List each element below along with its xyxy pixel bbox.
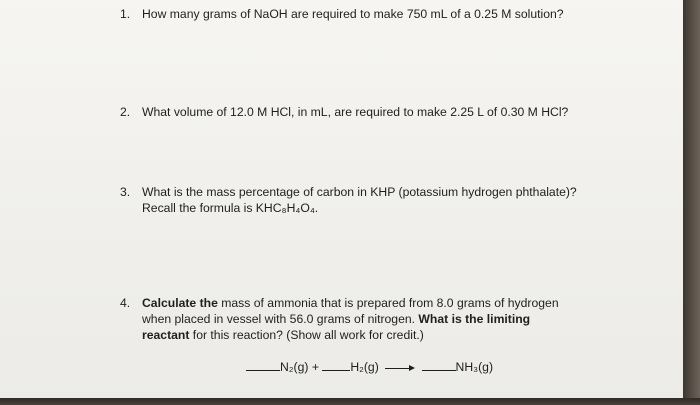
- question-number: 1.: [120, 7, 131, 21]
- equation-term-n2: N₂(g) +: [280, 360, 319, 374]
- equation-term-nh3: NH₃(g): [455, 360, 494, 374]
- chemical-equation: [246, 358, 493, 374]
- question-text-line-1: [142, 295, 559, 311]
- question-text-line-1: What is the mass percentage of carbon in KHP (potassium hydrogen phthalate)?: [142, 185, 577, 199]
- equation-term-h2: H₂(g): [350, 360, 379, 374]
- text: for this reaction? (Show all work for credit.): [189, 328, 424, 342]
- question-text: How many grams of NaOH are required to make 750 mL of a 0.25 M solution?: [142, 7, 564, 21]
- question-text-line-2: [142, 311, 530, 327]
- text: when placed in vessel with 56.0 grams of nitrogen.: [142, 312, 419, 326]
- reaction-arrow-icon: [385, 363, 415, 373]
- bold-text: reactant: [142, 328, 190, 342]
- question-text: What volume of 12.0 M HCl, in mL, are required to make 2.25 L of 0.30 M HCl?: [142, 105, 569, 119]
- coefficient-blank-n2: [246, 358, 280, 371]
- question-number: 2.: [120, 105, 131, 119]
- bold-text: Calculate the: [142, 296, 218, 310]
- question-number: 3.: [120, 185, 131, 199]
- text: mass of ammonia that is prepared from 8.0 grams of hydrogen: [217, 296, 559, 310]
- coefficient-blank-h2: [322, 358, 350, 371]
- background-edge-bottom: [0, 398, 700, 405]
- coefficient-blank-nh3: [422, 358, 456, 371]
- question-text-line-2: Recall the formula is KHC₈H₄O₄.: [142, 201, 319, 215]
- bold-text: What is the limiting: [418, 312, 531, 326]
- background-edge-right: [683, 0, 700, 405]
- question-number: 4.: [120, 296, 131, 310]
- question-text-line-3: [142, 327, 424, 343]
